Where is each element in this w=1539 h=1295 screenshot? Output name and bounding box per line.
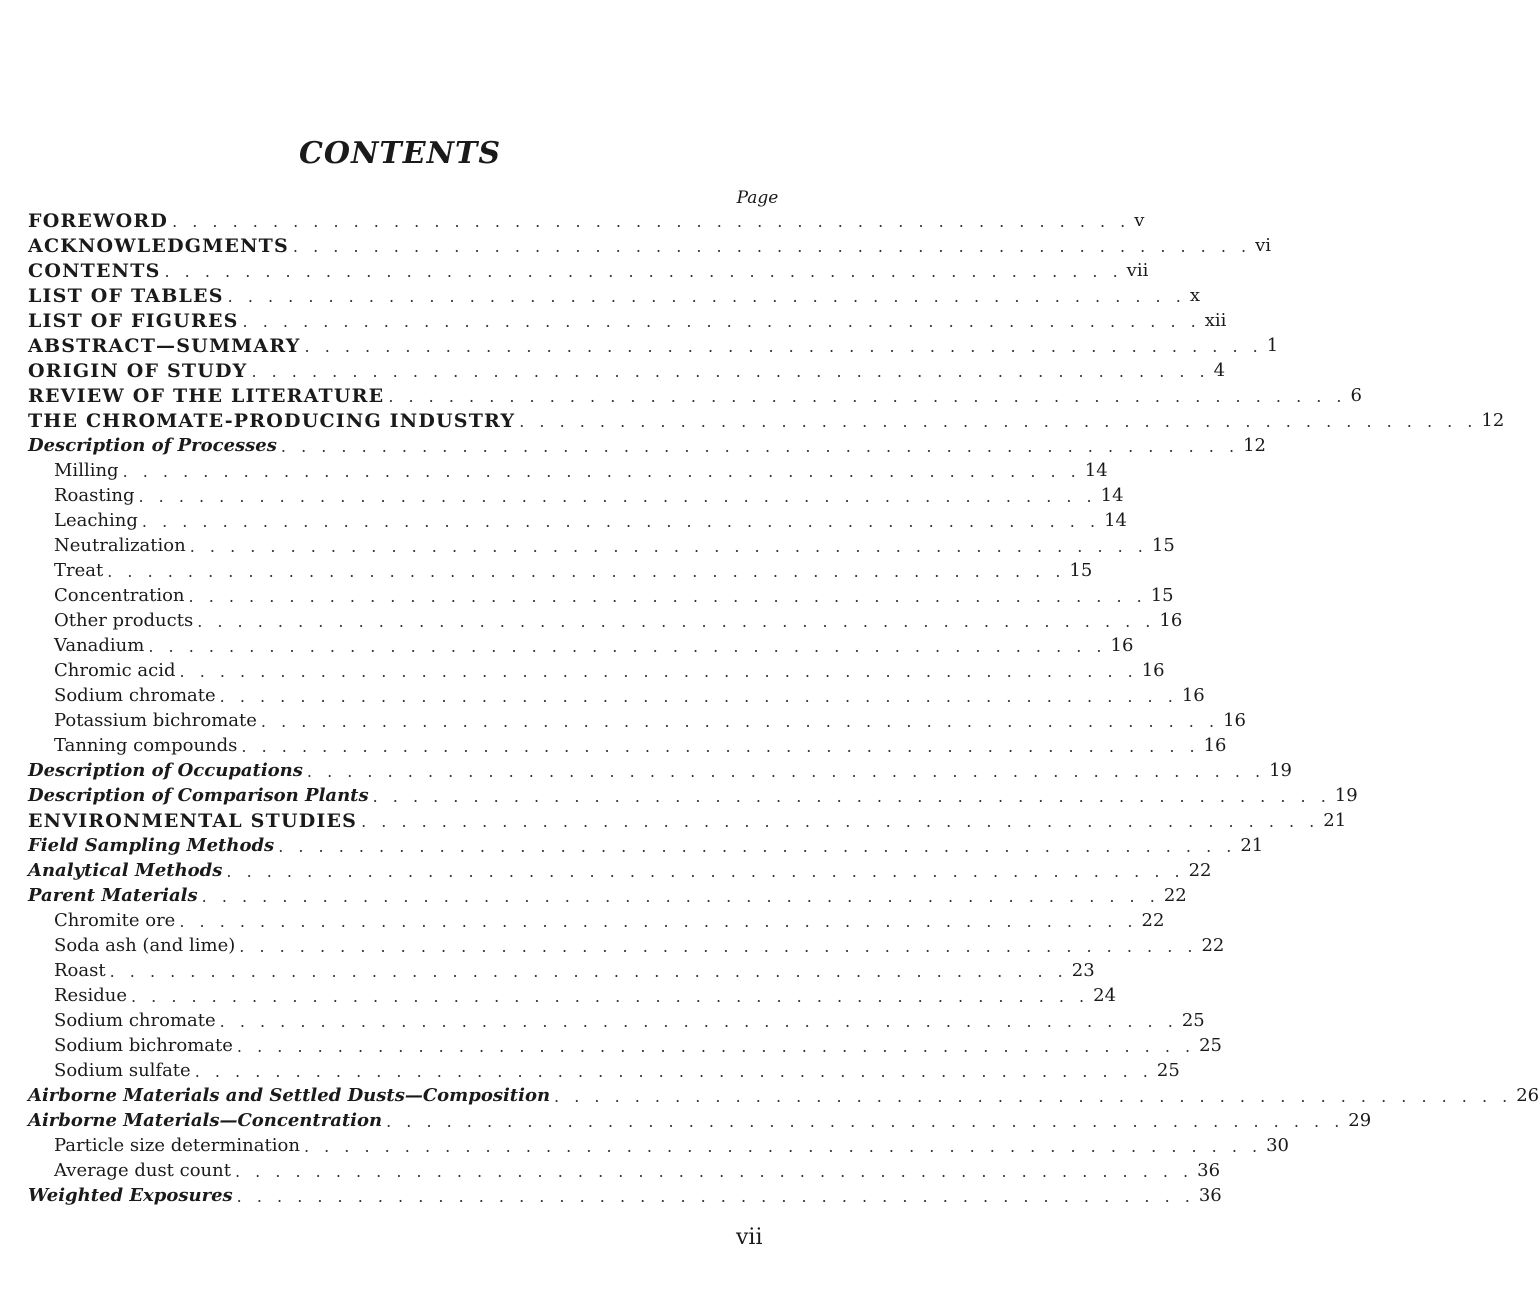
toc-entry [0, 784, 1358, 808]
dot-leader: . . . . . . . . . . . . . . . . . . . . . . . . . . . . . . . . . . . . . . . . . . . . . . . . [138, 487, 1097, 506]
dot-leader: . . . . . . . . . . . . . . . . . . . . . . . . . . . . . . . . . . . . . . . . . . . . . . . . [148, 637, 1107, 656]
toc-entry-page: 26 [1516, 1085, 1539, 1106]
dot-leader: . . . . . . . . . . . . . . . . . . . . . . . . . . . . . . . . . . . . . . . . . . . . . . . . [260, 712, 1220, 731]
toc-entry-page: 16 [1203, 735, 1227, 756]
toc-entry-page: x [1189, 285, 1200, 306]
toc-entry-label: Description of Comparison Plants [28, 785, 369, 806]
toc-entry-page: 16 [1223, 710, 1246, 731]
toc-entry [0, 709, 1246, 733]
toc-entry [0, 934, 1225, 958]
toc-entry-label: THE CHROMATE-PRODUCING INDUSTRY [28, 410, 516, 432]
toc-entry [0, 909, 1165, 933]
dot-leader: . . . . . . . . . . . . . . . . . . . . . . . . . . . . . . . . . . . . . . . . . . . . . . . . [188, 587, 1147, 606]
toc-entry [0, 634, 1134, 658]
dot-leader: . . . . . . . . . . . . . . . . . . . . . . . . . . . . . . . . . . . . . . . . . . . . . . . . [306, 762, 1266, 781]
dot-leader: . . . . . . . . . . . . . . . . . . . . . . . . . . . . . . . . . . . . . . . . . . . . . . . . [251, 362, 1210, 381]
toc-entry [0, 1109, 1372, 1133]
toc-entry [0, 734, 1227, 758]
toc-entry [0, 259, 1149, 283]
toc-entry-label: Parent Materials [28, 885, 198, 906]
toc-entry-page: 36 [1197, 1160, 1221, 1181]
toc-entry [0, 434, 1266, 458]
toc-entry [0, 1034, 1222, 1058]
toc-entry-label: Leaching [54, 510, 138, 531]
dot-leader: . . . . . . . . . . . . . . . . . . . . . . . . . . . . . . . . . . . . . . . . . . . . . . . . [372, 787, 1331, 806]
toc-entry-page: 25 [1181, 1010, 1205, 1031]
toc-entry-label: Chromite ore [54, 910, 176, 931]
toc-entry-page: 25 [1199, 1035, 1222, 1056]
toc-entry-page: vii [1126, 260, 1149, 281]
toc-entry-page: 12 [1481, 410, 1505, 431]
dot-leader: . . . . . . . . . . . . . . . . . . . . . . . . . . . . . . . . . . . . . . . . . . . . . . . . [122, 462, 1081, 481]
toc-entry [0, 384, 1362, 408]
toc-entry-label: Average dust count [54, 1160, 231, 1181]
toc-entry [0, 859, 1212, 883]
dot-leader: . . . . . . . . . . . . . . . . . . . . . . . . . . . . . . . . . . . . . . . . . . . . . . . . [201, 887, 1160, 906]
toc-entry [0, 409, 1505, 433]
dot-leader: . . . . . . . . . . . . . . . . . . . . . . . . . . . . . . . . . . . . . . . . . . . . . . . . [236, 1037, 1196, 1056]
dot-leader: . . . . . . . . . . . . . . . . . . . . . . . . . . . . . . . . . . . . . . . . . . . . . . . . [280, 437, 1240, 456]
toc-entry-label: Soda ash (and lime) [54, 935, 236, 956]
dot-leader: . . . . . . . . . . . . . . . . . . . . . . . . . . . . . . . . . . . . . . . . . . . . . . . . [107, 562, 1066, 581]
toc-entry-page: 29 [1348, 1110, 1372, 1131]
dot-leader: . . . . . . . . . . . . . . . . . . . . . . . . . . . . . . . . . . . . . . . . . . . . . . . . [241, 737, 1200, 756]
toc-entry [0, 684, 1205, 708]
toc-entry-page: 19 [1269, 760, 1292, 781]
toc-entry-page: 1 [1266, 335, 1279, 356]
toc-entry-label: ABSTRACT—SUMMARY [28, 335, 301, 357]
toc-entry-label: Treat [54, 560, 104, 581]
toc-entry [0, 234, 1272, 258]
toc-entry-label: Description of Occupations [28, 760, 303, 781]
toc-entry [0, 959, 1095, 983]
dot-leader: . . . . . . . . . . . . . . . . . . . . . . . . . . . . . . . . . . . . . . . . . . . . . . . . [386, 1112, 1345, 1131]
toc-entry-page: vi [1255, 235, 1272, 256]
toc-entry-page: 16 [1141, 660, 1165, 681]
toc-entry [0, 659, 1165, 683]
toc-entry [0, 534, 1175, 558]
toc-entry-label: CONTENTS [28, 260, 161, 282]
dot-leader: . . . . . . . . . . . . . . . . . . . . . . . . . . . . . . . . . . . . . . . . . . . . . . . . [278, 837, 1237, 856]
toc-entry [0, 809, 1347, 833]
toc-entry-page: xii [1204, 310, 1227, 331]
toc-entry [0, 559, 1093, 583]
toc-entry-label: Airborne Materials and Settled Dusts—Composition [28, 1085, 551, 1106]
toc-entry-label: Roasting [54, 485, 135, 506]
toc-entry [0, 309, 1227, 333]
toc-entry-page: 30 [1266, 1135, 1290, 1156]
toc-entry-label: ENVIRONMENTAL STUDIES [28, 810, 358, 832]
toc-entry [0, 759, 1292, 783]
toc-entry-page: 6 [1350, 385, 1362, 406]
dot-leader: . . . . . . . . . . . . . . . . . . . . . . . . . . . . . . . . . . . . . . . . . . . . . . . . [219, 687, 1178, 706]
dot-leader: . . . . . . . . . . . . . . . . . . . . . . . . . . . . . . . . . . . . . . . . . . . . . . . . [292, 237, 1252, 256]
toc-entry-label: ORIGIN OF STUDY [28, 360, 248, 382]
toc-entry [0, 1084, 1539, 1108]
dot-leader: . . . . . . . . . . . . . . . . . . . . . . . . . . . . . . . . . . . . . . . . . . . . . . . . [189, 537, 1148, 556]
toc-entry [0, 209, 1145, 233]
dot-leader: . . . . . . . . . . . . . . . . . . . . . . . . . . . . . . . . . . . . . . . . . . . . . . . . [239, 937, 1198, 956]
toc-entry-label: Sodium chromate [54, 685, 216, 706]
dot-leader: . . . . . . . . . . . . . . . . . . . . . . . . . . . . . . . . . . . . . . . . . . . . . . . . [519, 412, 1478, 431]
toc-entry-label: Chromic acid [54, 660, 176, 681]
toc-entry [0, 459, 1108, 483]
toc-entry-page: 19 [1334, 785, 1358, 806]
dot-leader: . . . . . . . . . . . . . . . . . . . . . . . . . . . . . . . . . . . . . . . . . . . . . . . . [554, 1087, 1513, 1106]
toc-entry-label: Concentration [54, 585, 185, 606]
dot-leader: . . . . . . . . . . . . . . . . . . . . . . . . . . . . . . . . . . . . . . . . . . . . . . . . [234, 1162, 1194, 1181]
toc-entry [0, 1184, 1222, 1208]
dot-leader: . . . . . . . . . . . . . . . . . . . . . . . . . . . . . . . . . . . . . . . . . . . . . . . . [109, 962, 1068, 981]
dot-leader: . . . . . . . . . . . . . . . . . . . . . . . . . . . . . . . . . . . . . . . . . . . . . . . . [226, 862, 1185, 881]
toc-entry-page: 22 [1141, 910, 1165, 931]
dot-leader: . . . . . . . . . . . . . . . . . . . . . . . . . . . . . . . . . . . . . . . . . . . . . . . . [197, 612, 1156, 631]
page-title: CONTENTS [298, 136, 502, 171]
toc-entry-page: 14 [1084, 460, 1108, 481]
toc-entry-page: 21 [1240, 835, 1264, 856]
dot-leader: . . . . . . . . . . . . . . . . . . . . . . . . . . . . . . . . . . . . . . . . . . . . . . . . [172, 212, 1131, 231]
toc-entry-label: Airborne Materials—Concentration [28, 1110, 383, 1131]
dot-leader: . . . . . . . . . . . . . . . . . . . . . . . . . . . . . . . . . . . . . . . . . . . . . . . . [388, 387, 1347, 406]
dot-leader: . . . . . . . . . . . . . . . . . . . . . . . . . . . . . . . . . . . . . . . . . . . . . . . . [361, 812, 1320, 831]
toc-entry-page: 16 [1159, 610, 1183, 631]
toc-entry-label: Sodium chromate [54, 1010, 216, 1031]
dot-leader: . . . . . . . . . . . . . . . . . . . . . . . . . . . . . . . . . . . . . . . . . . . . . . . . [303, 1137, 1263, 1156]
toc-entry-label: Residue [54, 985, 127, 1006]
toc-entry-label: LIST OF FIGURES [28, 310, 239, 332]
toc-entry-label: Milling [54, 460, 119, 481]
toc-entry-label: FOREWORD [28, 210, 169, 232]
dot-leader: . . . . . . . . . . . . . . . . . . . . . . . . . . . . . . . . . . . . . . . . . . . . . . . . [227, 287, 1186, 306]
toc-entry-page: 4 [1213, 360, 1226, 381]
toc-entry-label: Roast [54, 960, 106, 981]
toc-entry-label: Sodium sulfate [54, 1060, 191, 1081]
toc-entry-label: Field Sampling Methods [28, 835, 275, 856]
toc-entry-page: 16 [1110, 635, 1134, 656]
toc-entry-page: 15 [1150, 585, 1174, 606]
toc-entry-label: Other products [54, 610, 194, 631]
toc-entry [0, 1134, 1290, 1158]
toc-entry-page: 16 [1181, 685, 1205, 706]
toc-entry-page: 22 [1201, 935, 1225, 956]
toc-entry [0, 1059, 1180, 1083]
toc-entry-label: Particle size determination [54, 1135, 300, 1156]
toc-entry-page: 25 [1156, 1060, 1180, 1081]
page-folio: vii [736, 1225, 763, 1250]
dot-leader: . . . . . . . . . . . . . . . . . . . . . . . . . . . . . . . . . . . . . . . . . . . . . . . . [164, 262, 1123, 281]
toc-entry-page: 15 [1151, 535, 1175, 556]
toc-entry-label: Potassium bichromate [54, 710, 257, 731]
toc-entry [0, 834, 1264, 858]
toc-entry-page: 12 [1243, 435, 1266, 456]
toc-entry-page: 14 [1100, 485, 1124, 506]
toc-entry-page: 15 [1069, 560, 1093, 581]
toc-entry-label: ACKNOWLEDGMENTS [28, 235, 289, 257]
toc-entry-label: Analytical Methods [28, 860, 223, 881]
dot-leader: . . . . . . . . . . . . . . . . . . . . . . . . . . . . . . . . . . . . . . . . . . . . . . . . [194, 1062, 1153, 1081]
toc-entry-page: v [1134, 210, 1145, 231]
toc-entry [0, 284, 1200, 308]
toc-entry-label: LIST OF TABLES [28, 285, 224, 307]
dot-leader: . . . . . . . . . . . . . . . . . . . . . . . . . . . . . . . . . . . . . . . . . . . . . . . . [179, 912, 1138, 931]
toc-entry [0, 884, 1187, 908]
dot-leader: . . . . . . . . . . . . . . . . . . . . . . . . . . . . . . . . . . . . . . . . . . . . . . . . [141, 512, 1101, 531]
dot-leader: . . . . . . . . . . . . . . . . . . . . . . . . . . . . . . . . . . . . . . . . . . . . . . . . [304, 337, 1263, 356]
toc-entry-label: Sodium bichromate [54, 1035, 233, 1056]
toc-entry-label: Description of Processes [28, 435, 277, 456]
toc-entry-label: Vanadium [54, 635, 145, 656]
toc-entry [0, 1159, 1221, 1183]
toc-entry [0, 984, 1117, 1008]
toc-entry [0, 509, 1127, 533]
toc-entry-page: 24 [1093, 985, 1117, 1006]
toc-entry [0, 1009, 1205, 1033]
toc-entry-label: Tanning compounds [54, 735, 238, 756]
toc-entry-label: Weighted Exposures [28, 1185, 233, 1206]
dot-leader: . . . . . . . . . . . . . . . . . . . . . . . . . . . . . . . . . . . . . . . . . . . . . . . . [236, 1187, 1195, 1206]
dot-leader: . . . . . . . . . . . . . . . . . . . . . . . . . . . . . . . . . . . . . . . . . . . . . . . . [179, 662, 1138, 681]
toc-entry-page: 21 [1323, 810, 1347, 831]
toc-entry-label: Neutralization [54, 535, 186, 556]
toc-entry [0, 359, 1226, 383]
toc-entry-label: REVIEW OF THE LITERATURE [28, 385, 385, 407]
dot-leader: . . . . . . . . . . . . . . . . . . . . . . . . . . . . . . . . . . . . . . . . . . . . . . . . [219, 1012, 1178, 1031]
toc-entry-page: 22 [1188, 860, 1212, 881]
page-column-header: Page [736, 188, 779, 208]
toc-entry-page: 14 [1104, 510, 1127, 531]
toc-entry-page: 22 [1163, 885, 1187, 906]
toc-entry [0, 584, 1174, 608]
toc-entry [0, 334, 1279, 358]
toc-entry [0, 484, 1124, 508]
dot-leader: . . . . . . . . . . . . . . . . . . . . . . . . . . . . . . . . . . . . . . . . . . . . . . . . [130, 987, 1090, 1006]
toc-entry-page: 23 [1071, 960, 1095, 981]
toc-entry-page: 36 [1198, 1185, 1222, 1206]
dot-leader: . . . . . . . . . . . . . . . . . . . . . . . . . . . . . . . . . . . . . . . . . . . . . . . . [242, 312, 1201, 331]
toc-entry [0, 609, 1183, 633]
